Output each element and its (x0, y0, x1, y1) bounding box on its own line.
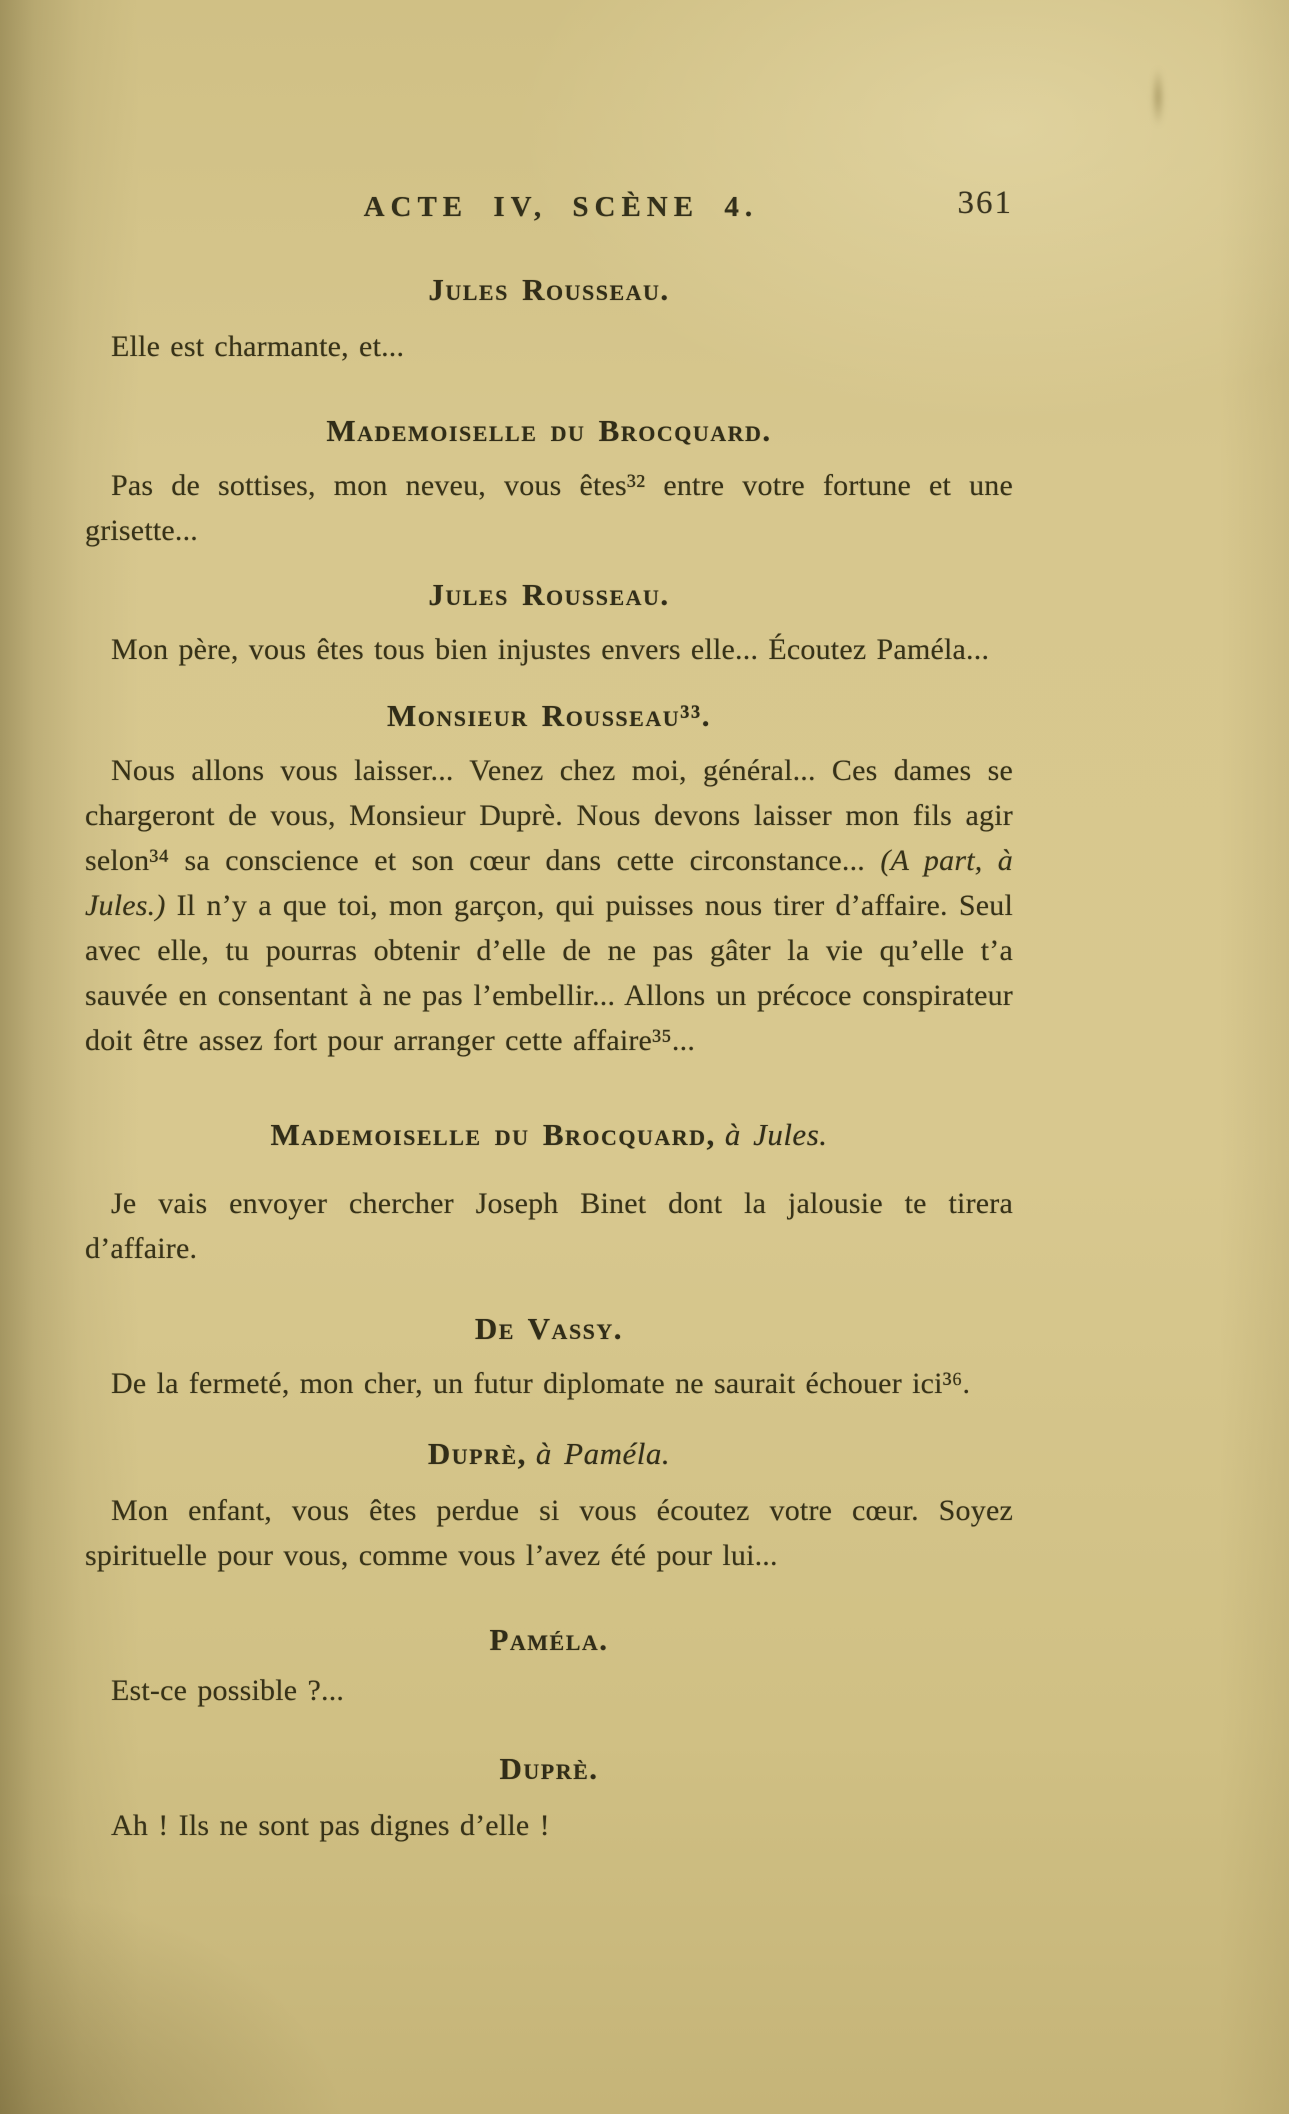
speaker-heading (85, 1309, 1013, 1349)
speech-text: De la fermeté, mon cher, un futur diplomate ne saurait échouer ici³⁶. (111, 1367, 971, 1400)
speaker-heading (85, 411, 1013, 451)
speech-text: Elle est charmante, et... (111, 330, 405, 363)
speaker-heading (85, 696, 1013, 736)
speech-text: Il n’y a que toi, mon garçon, qui puisses nous tirer d’affaire. Seul avec elle, tu pourras obtenir d’elle de ne pas gâter la vie qu’elle t’a sauvée en consentant à ne pas l’embellir... Allons un précoce conspirateur doit être assez fort pour arranger cette affaire³⁵... (85, 889, 1013, 1057)
speaker-heading (85, 575, 1013, 615)
speech-text: Pas de sottises, mon neveu, vous êtes³² entre votre fortune et une grisette... (85, 469, 1013, 547)
speech-text: Mon enfant, vous êtes perdue si vous écoutez votre cœur. Soyez spirituelle pour vous, comme vous l’avez été pour lui... (85, 1494, 1013, 1572)
speaker-stage-annotation: à Paméla. (535, 1436, 671, 1471)
dialogue-text (85, 627, 1013, 672)
running-header (85, 185, 1013, 230)
dialogue-text (85, 324, 1013, 369)
scan-smudge-artifact (1152, 68, 1164, 126)
dialogue-entry (85, 1309, 1013, 1406)
act-scene-title: ACTE IV, SCÈNE 4. (363, 191, 759, 223)
speaker-name: Duprè. (499, 1751, 599, 1786)
page-number: 361 (957, 185, 1013, 221)
speaker-name: Paméla. (489, 1622, 609, 1657)
speaker-heading (85, 1434, 1013, 1474)
dialogue-text (85, 748, 1013, 1063)
dialogue-text (85, 1181, 1013, 1271)
speech-text: Est-ce possible ?... (111, 1674, 345, 1707)
text-column (85, 185, 1013, 1848)
speaker-name: Duprè, (427, 1436, 527, 1471)
dialogue-entry (85, 1115, 1013, 1271)
speech-text: Nous allons vous laisser... Venez chez moi, général... Ces dames se chargeront de vous, Monsieur Duprè. Nous devons laisser mon fils agir selon³⁴ sa conscience et son cœur dans cette circonstance... (85, 754, 1013, 877)
speaker-name: De Vassy. (474, 1311, 624, 1346)
speaker-name: Jules Rousseau. (428, 577, 670, 612)
speaker-heading (85, 1620, 1013, 1660)
dialogue-text (85, 1668, 1013, 1713)
dialogue-text (85, 1361, 1013, 1406)
dialogue-text (85, 1488, 1013, 1578)
dialogue-entry (85, 1620, 1013, 1713)
speaker-stage-annotation: à Jules. (724, 1117, 828, 1152)
dialogue-entry (85, 575, 1013, 672)
dialogue-entry (85, 1434, 1013, 1578)
stage-direction: (A part, à Jules.) (85, 844, 1013, 922)
dialogue-entry (85, 696, 1013, 1063)
speech-text: Mon père, vous êtes tous bien injustes envers elle... Écoutez Paméla... (111, 633, 990, 666)
speech-text: Ah ! Ils ne sont pas dignes d’elle ! (111, 1809, 550, 1842)
speaker-heading (85, 1115, 1013, 1155)
dialogue-text (85, 463, 1013, 553)
speaker-name: Mademoiselle du Brocquard, (270, 1117, 716, 1152)
speaker-heading (85, 270, 1013, 310)
speaker-name: Monsieur Rousseau³³. (387, 698, 711, 733)
speaker-name: Mademoiselle du Brocquard. (326, 413, 772, 448)
speech-text: Je vais envoyer chercher Joseph Binet dont la jalousie te tirera d’affaire. (85, 1187, 1013, 1265)
dialogue-text (85, 1803, 1013, 1848)
dialogue-entry (85, 270, 1013, 369)
speaker-heading (85, 1749, 1013, 1789)
dialogue-entry (85, 411, 1013, 553)
dialogue-entry (85, 1749, 1013, 1848)
speaker-name: Jules Rousseau. (428, 272, 670, 307)
